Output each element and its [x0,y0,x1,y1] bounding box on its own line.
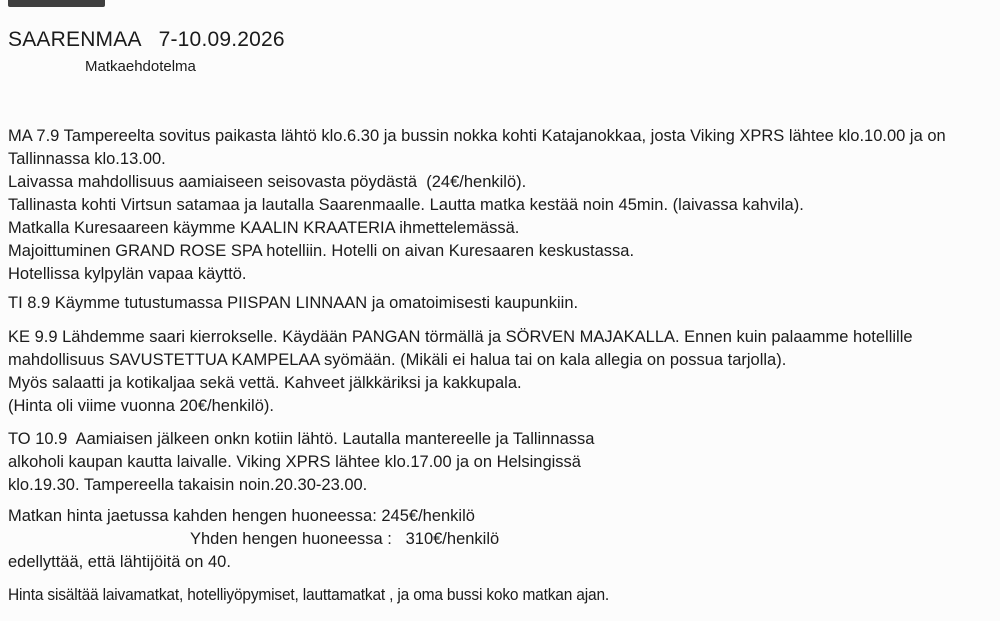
text-line: TI 8.9 Käymme tutustumassa PIISPAN LINNAAN ja omatoimisesti kaupunkiin. [8,294,579,312]
top-edge-scan-artifact-bar [8,0,105,7]
text-line: Tallinnassa klo.13.00. [8,150,166,168]
text-line: Majoittuminen GRAND ROSE SPA hotelliin. Hotelli on aivan Kuresaaren keskustassa. [8,242,635,260]
page-title: SAARENMAA 7-10.09.2026 [8,28,285,51]
paragraph-pricing [8,505,986,574]
text-line: klo.19.30. Tampereella takaisin noin.20.30-23.00. [8,476,368,494]
paragraph-ti-8-9 [8,292,986,315]
text-line: Myös salaatti ja kotikaljaa sekä vettä. Kahveet jälkkäriksi ja kakkupala. [8,374,522,392]
text-line: (Hinta oli viime vuonna 20€/henkilö). [8,397,274,415]
paragraph-to-10-9 [8,428,986,497]
paragraph-ke-9-9 [8,326,986,418]
text-line: MA 7.9 Tampereelta sovitus paikasta lähtö klo.6.30 ja bussin nokka kohti Katajanokkaa, josta Viking XPRS lähtee klo.10.00 ja on [8,127,946,145]
text-line: alkoholi kaupan kautta laivalle. Viking XPRS lähtee klo.17.00 ja on Helsingissä [8,453,581,471]
price-includes-line: Hinta sisältää laivamatkat, hotelliyöpymiset, lauttamatkat , ja oma bussi koko matkan ajan. [8,586,609,604]
minimum-participants-line: edellyttää, että lähtijöitä on 40. [8,553,231,571]
text-line: Hotellissa kylpylän vapaa käyttö. [8,265,247,283]
text-line: Tallinasta kohti Virtsun satamaa ja lautalla Saarenmaalle. Lautta matka kestää noin 45min. (laivassa kahvila). [8,196,804,214]
paragraph-price-includes [8,584,986,607]
price-single-room-line: Yhden hengen huoneessa : 310€/henkilö [190,530,500,548]
price-double-room-line: Matkan hinta jaetussa kahden hengen huoneessa: 245€/henkilö [8,507,475,525]
paragraph-ma-7-9 [8,125,986,286]
text-line: KE 9.9 Lähdemme saari kierrokselle. Käydään PANGAN törmällä ja SÖRVEN MAJAKALLA. Ennen kuin palaamme hotellille [8,328,913,346]
text-line: TO 10.9 Aamiaisen jälkeen onkn kotiin lähtö. Lautalla mantereelle ja Tallinnassa [8,430,595,448]
page-subtitle: Matkaehdotelma [85,58,196,75]
text-line: Laivassa mahdollisuus aamiaiseen seisovasta pöydästä (24€/henkilö). [8,173,527,191]
text-line: Matkalla Kuresaareen käymme KAALIN KRAATERIA ihmettelemässä. [8,219,520,237]
text-line: mahdollisuus SAVUSTETTUA KAMPELAA syömään. (Mikäli ei halua tai on kala allegia on possua tarjolla). [8,351,787,369]
itinerary-body [8,125,986,607]
